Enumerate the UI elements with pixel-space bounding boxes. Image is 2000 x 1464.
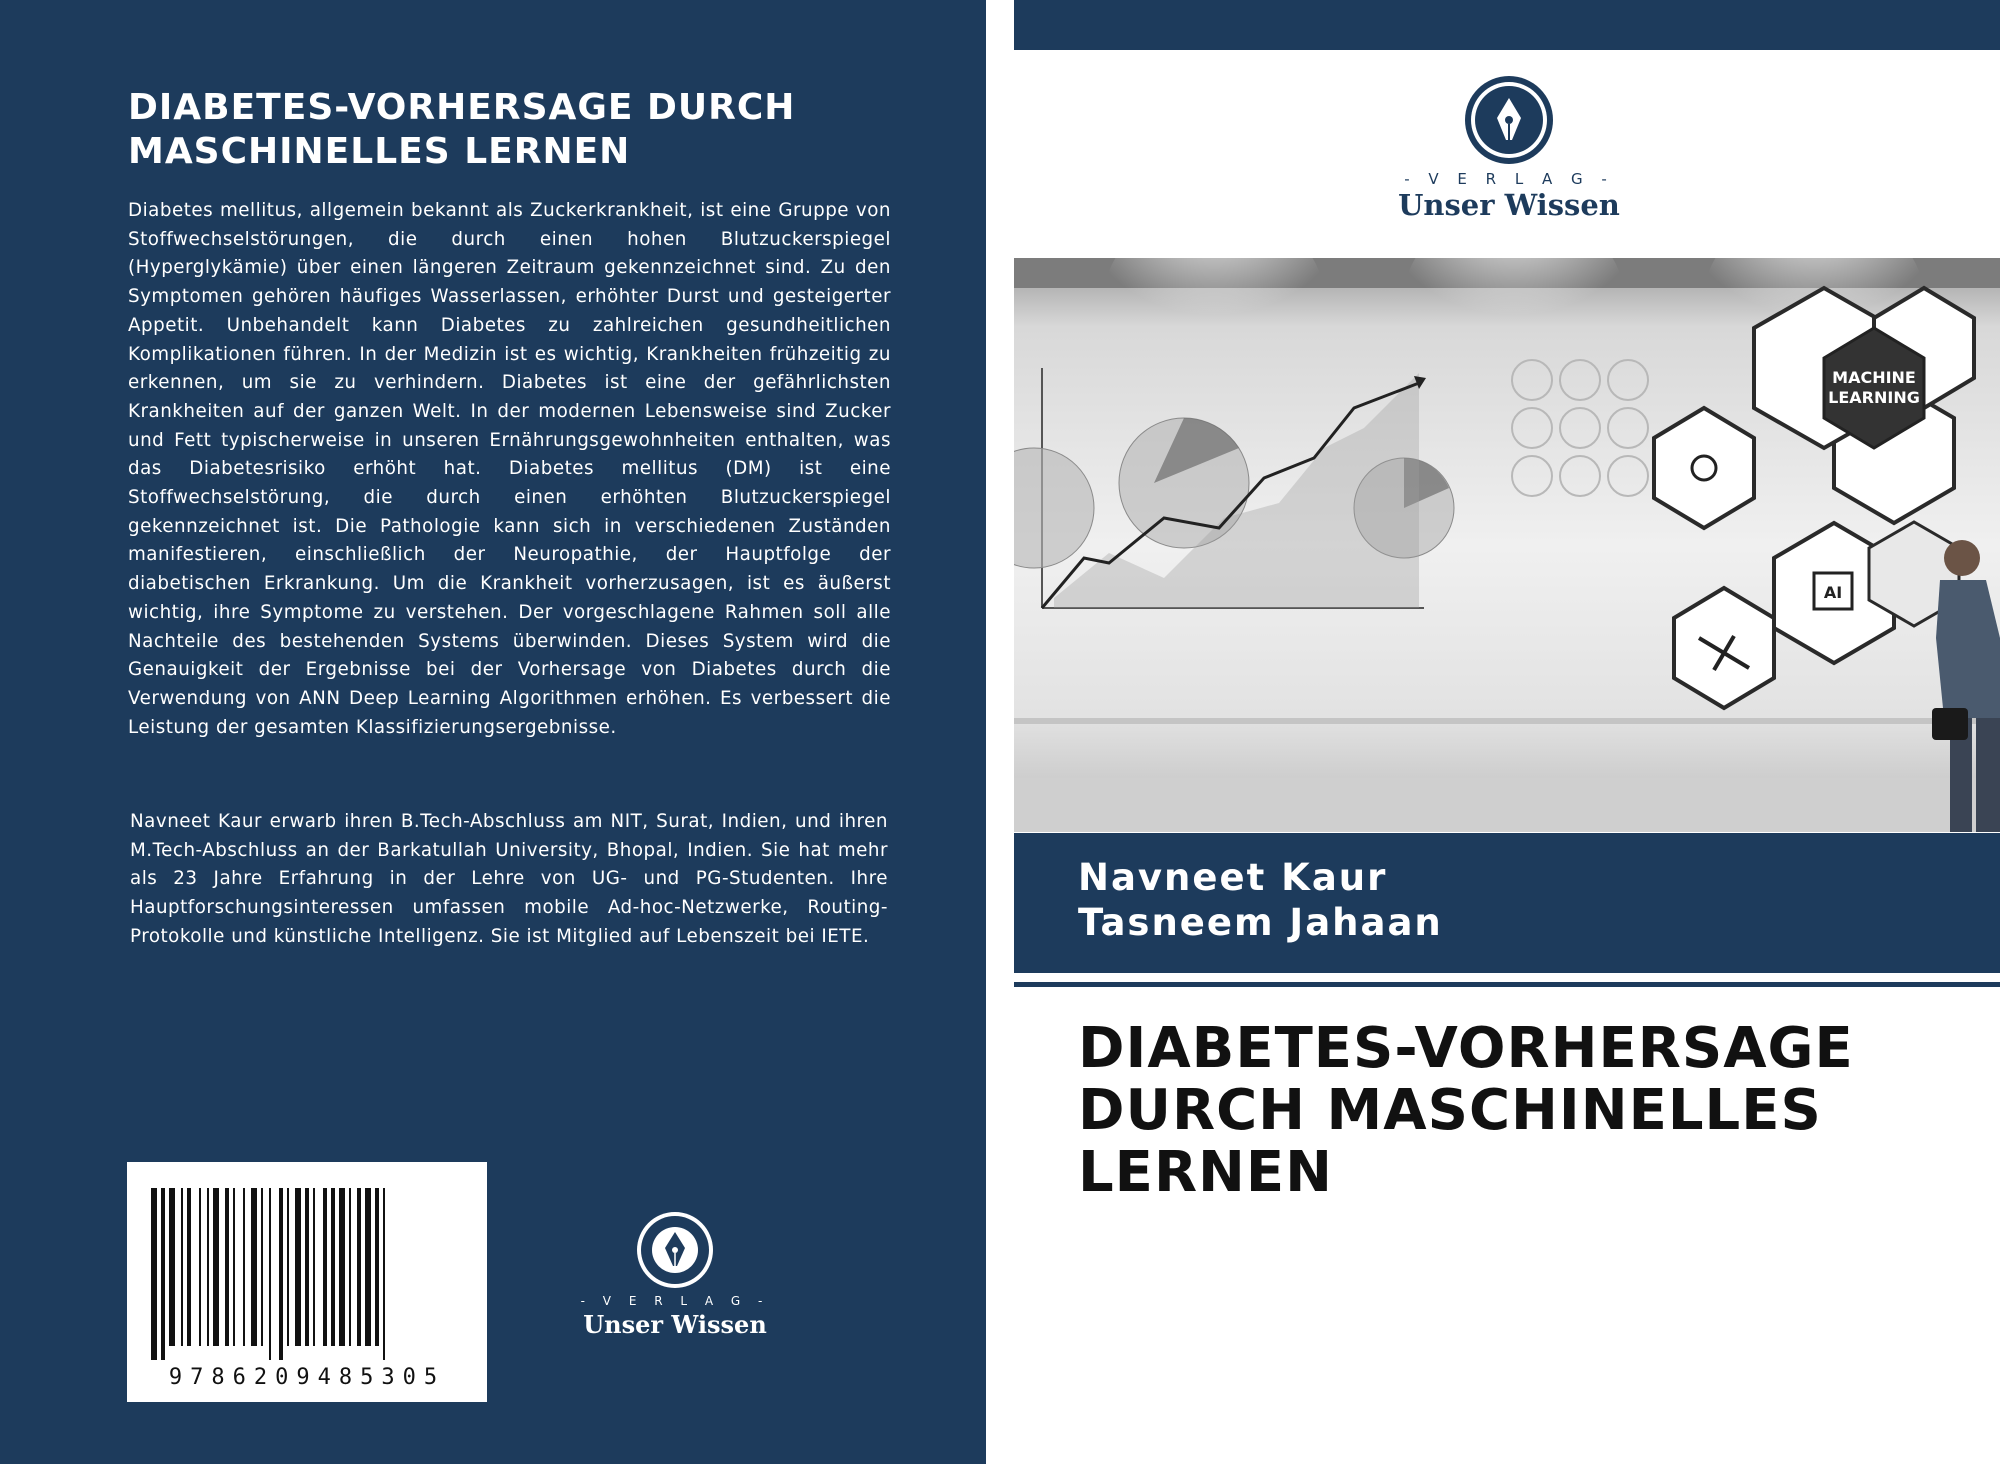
back-title-line-1: DIABETES-VORHERSAGE DURCH <box>128 87 796 128</box>
book-description: Diabetes mellitus, allgemein bekannt als Zuckerkrankheit, ist eine Gruppe von Stoffwechselstörungen, die durch einen hohen Blutzuckerspiegel (Hyperglykämie) über einen längeren Zeitraum gekennzeichnet sind. Zu den Symptomen gehören häufiges Wasserlassen, erhöhter Durst und gesteigerter Appetit. Unbehandelt kann Diabetes zu zahlreichen gesundheitlichen Komplikationen führen. In der Medizin ist es wichtig, Krankheiten frühzeitig zu erkennen, um sie zu verhindern. Diabetes ist eine der gefährlichsten Krankheiten auf der ganzen Welt. In der modernen Lebensweise sind Zucker und Fett typischerweise in unseren Ernährungsgewohnheiten enthalten, was das Diabetesrisiko erhöht hat. Diabetes mellitus (DM) ist eine Stoffwechselstörung, die durch einen erhöhten Blutzuckerspiegel gekennzeichnet ist. Die Pathologie kann sich in verschiedenen Zuständen manifestieren, einschließlich der Neuropathie, der Hauptfolge der diabetischen Erkrankung. Um die Krankheit vorherzusagen, ist es äußerst wichtig, ihre Symptome zu verstehen. Der vorgeschlagene Rahmen soll alle Nachteile des bestehenden Systems überwinden. Dieses System wird die Genauigkeit der Ergebnisse bei der Vorhersage von Diabetes durch die Verwendung von ANN Deep Learning Algorithmen erhöhen. Es verbessert die Leistung der gesamten Klassifizierungsergebnisse. <box>128 200 891 738</box>
machine-learning-label-2: LEARNING <box>1828 388 1920 407</box>
back-title-line-2: MASCHINELLES LERNEN <box>128 131 631 172</box>
cover-illustration <box>1014 258 2000 832</box>
divider-rule <box>1014 982 2000 987</box>
back-cover <box>0 0 986 1464</box>
publisher-seal-icon <box>565 1210 785 1290</box>
back-cover-title <box>128 86 888 174</box>
barcode <box>127 1162 487 1402</box>
front-top-bar <box>1014 0 2000 50</box>
publisher-name: Unser Wissen <box>583 1310 767 1339</box>
front-title-line-2: DURCH MASCHINELLES <box>1078 1078 1822 1143</box>
publisher-verlag-label: - V E R L A G - <box>1404 170 1614 188</box>
front-title-line-1: DIABETES-VORHERSAGE <box>1078 1016 1854 1081</box>
machine-learning-label-1: MACHINE <box>1832 368 1916 387</box>
publisher-verlag-label: - V E R L A G - <box>580 1294 770 1308</box>
publisher-seal-icon <box>1384 72 1634 172</box>
publisher-logo-back <box>565 1210 785 1340</box>
publisher-logo-front <box>1384 72 1634 222</box>
front-title-line-3: LERNEN <box>1078 1140 1334 1205</box>
front-cover-title <box>1078 1018 1978 1204</box>
author-bio: Navneet Kaur erwarb ihren B.Tech-Abschluss am NIT, Surat, Indien, und ihren M.Tech-Abschluss an der Barkatullah University, Bhopal, Indien. Sie hat mehr als 23 Jahre Erfahrung in der Lehre von UG- und PG-Studenten. Ihre Hauptforschungsinteressen umfassen mobile Ad-hoc-Netzwerke, Routing-Protokolle und künstliche Intelligenz. Sie ist Mitglied auf Lebenszeit bei IETE. <box>130 811 888 947</box>
barcode-bars-icon <box>147 1188 467 1360</box>
author-band <box>1014 833 2000 973</box>
ai-chip-label: AI <box>1823 583 1843 602</box>
isbn-number: 9786209485305 <box>168 1365 446 1390</box>
front-cover <box>1014 0 2000 1464</box>
book-spine <box>986 0 1014 1464</box>
publisher-name: Unser Wissen <box>1398 188 1620 222</box>
author-name-2: Tasneem Jahaan <box>1078 901 1443 944</box>
author-name-1: Navneet Kaur <box>1078 856 1388 899</box>
